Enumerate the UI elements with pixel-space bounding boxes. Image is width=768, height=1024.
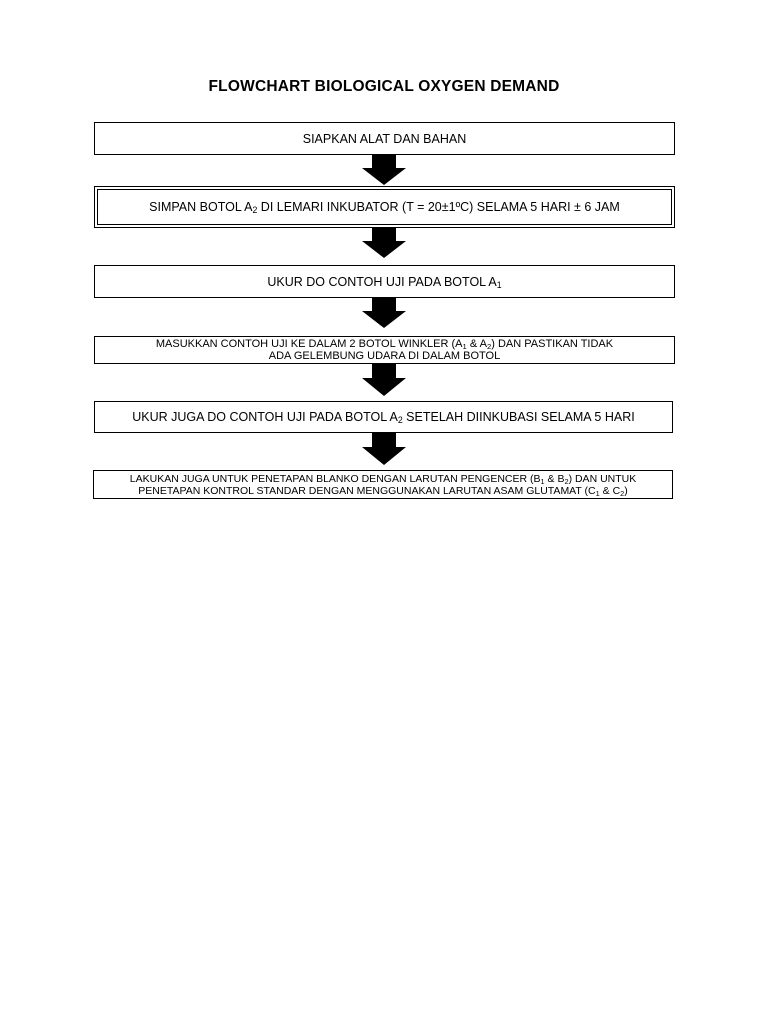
step-box-2	[94, 186, 675, 228]
step-6-line2-c: )	[624, 484, 628, 497]
down-arrow-icon	[360, 433, 408, 466]
step-6-line1-a: LAKUKAN JUGA UNTUK PENETAPAN BLANKO DENGAN LARUTAN PENGENCER (B	[129, 472, 541, 485]
step-box-2-inner	[97, 189, 672, 225]
step-6-line1-sub2: 2	[564, 476, 569, 486]
step-5-subscript: 2	[397, 415, 403, 426]
step-4-line1-sub1: 1	[462, 341, 467, 351]
step-2-text-b: DI LEMARI INKUBATOR (T = 20±1ºC) SELAMA 5 HARI ± 6 JAM	[257, 200, 620, 214]
step-5-text-a: UKUR JUGA DO CONTOH UJI PADA BOTOL A	[132, 410, 398, 424]
step-box-3	[94, 265, 675, 298]
down-arrow-icon	[360, 364, 408, 397]
step-6-line2-sub1: 1	[595, 488, 600, 498]
step-6-line2-sub2: 2	[620, 488, 625, 498]
step-2-text	[149, 200, 620, 214]
down-arrow-icon	[360, 298, 408, 329]
step-6-line1-b: & B	[544, 472, 565, 485]
step-box-5	[94, 401, 673, 433]
step-box-6	[93, 470, 673, 499]
step-4-text	[156, 338, 613, 363]
step-4-line1-c: ) DAN PASTIKAN TIDAK	[491, 337, 614, 350]
step-4-line1-sub2: 2	[486, 341, 492, 351]
step-4-line2: ADA GELEMBUNG UDARA DI DALAM BOTOL	[268, 350, 501, 362]
step-5-text-b: SETELAH DIINKUBASI SELAMA 5 HARI	[402, 410, 635, 424]
step-2-text-a: SIMPAN BOTOL A	[149, 200, 253, 214]
step-3-subscript: 1	[496, 279, 502, 290]
step-5-text	[132, 410, 634, 424]
down-arrow-icon	[360, 228, 408, 259]
step-3-text-a: UKUR DO CONTOH UJI PADA BOTOL A	[267, 274, 497, 289]
flowchart-title: FLOWCHART BIOLOGICAL OXYGEN DEMAND	[208, 78, 560, 95]
step-4-line1-b: & A	[466, 337, 487, 350]
step-6-line2-b: & C	[599, 484, 621, 497]
step-box-1	[94, 122, 675, 155]
step-6-text	[130, 473, 636, 497]
step-6-line2-a: PENETAPAN KONTROL STANDAR DENGAN MENGGUNAKAN LARUTAN ASAM GLUTAMAT (C	[138, 484, 596, 497]
step-4-line1-a: MASUKKAN CONTOH UJI KE DALAM 2 BOTOL WINKLER (A	[155, 337, 463, 350]
step-2-subscript: 2	[252, 205, 258, 216]
step-6-line1-sub1: 1	[540, 476, 545, 486]
step-box-4	[94, 336, 675, 364]
down-arrow-icon	[360, 155, 408, 186]
step-3-text	[267, 275, 501, 289]
step-1-text: SIAPKAN ALAT DAN BAHAN	[302, 131, 467, 146]
step-6-line1-c: ) DAN UNTUK	[568, 472, 637, 485]
